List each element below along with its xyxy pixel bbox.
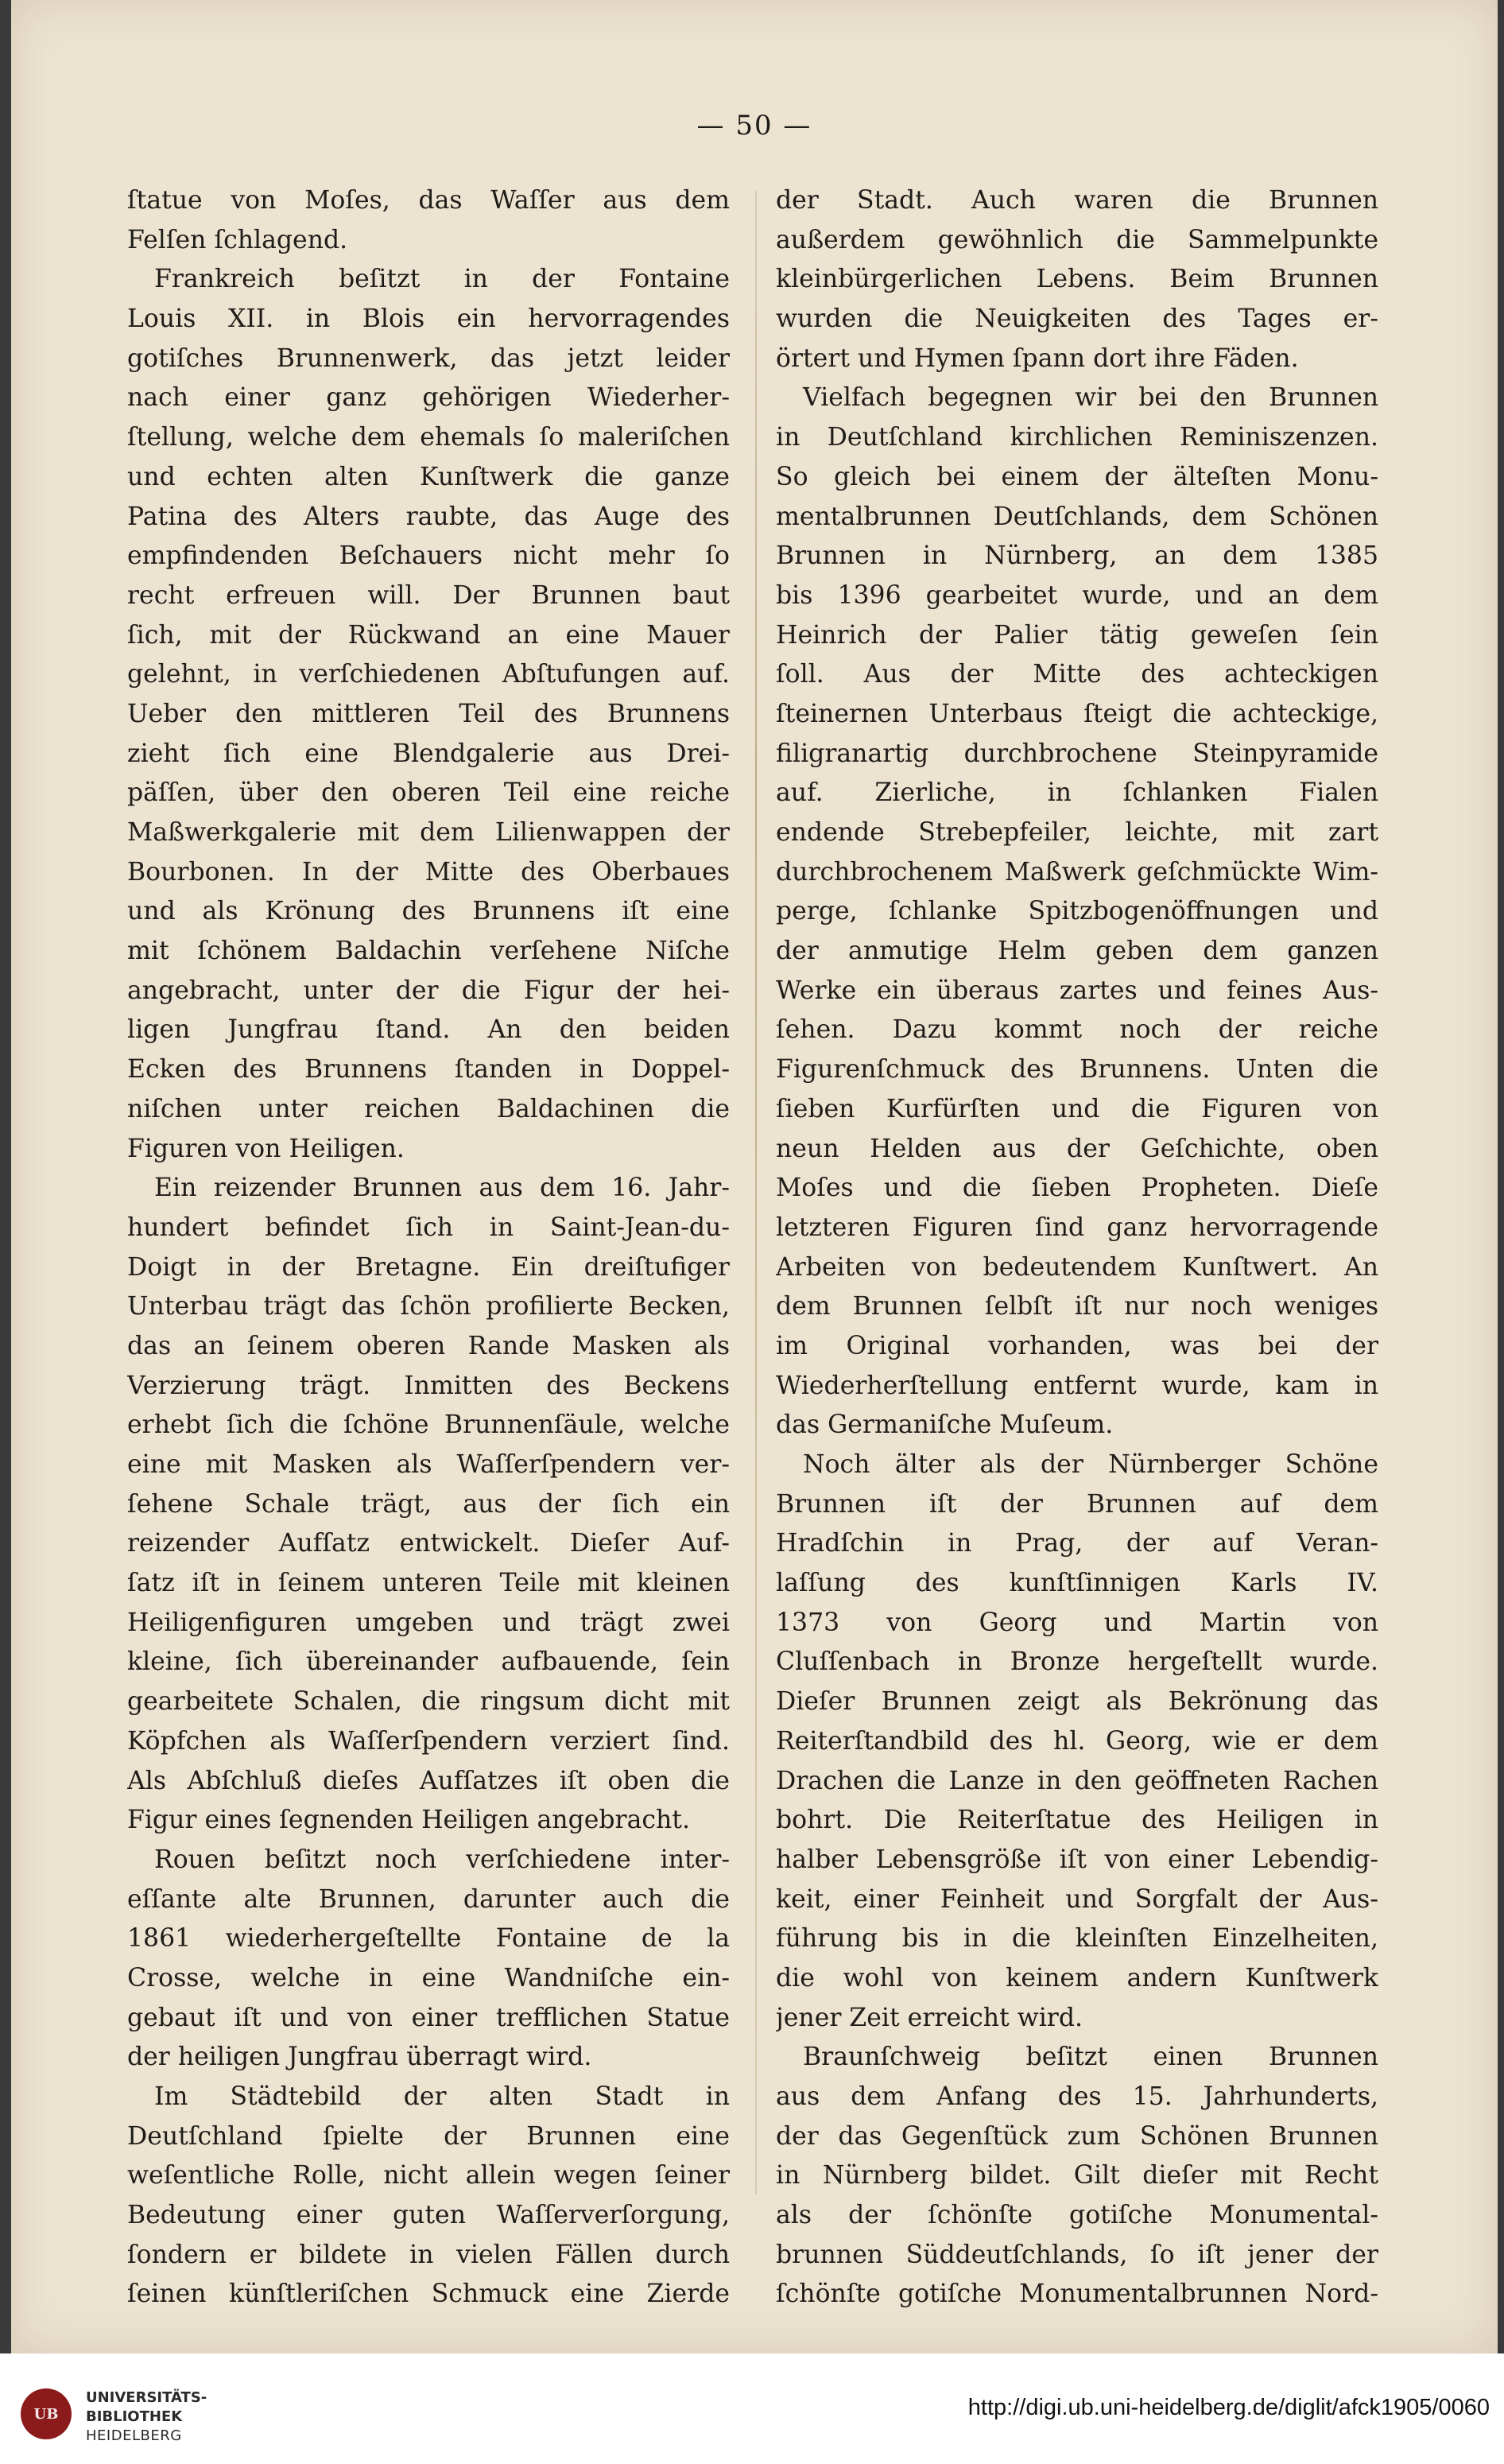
text-line: und als Krönung des Brunnens iſt eine	[127, 897, 730, 926]
text-line: ligen Jungfrau ſtand. An den beiden	[127, 1015, 730, 1045]
text-line: ſtellung, welche dem ehemals ſo maleriſchen	[127, 423, 730, 452]
text-line: gebaut iſt und von einer trefflichen Statue	[127, 2003, 730, 2032]
text-line: mentalbrunnen Deutſchlands, dem Schönen	[776, 502, 1378, 531]
text-column-left	[127, 181, 730, 2315]
text-line: ſehene Schale trägt, aus der ſich ein	[127, 1489, 730, 1519]
text-line: Figurenſchmuck des Brunnens. Unten die	[776, 1055, 1378, 1085]
text-line: der Stadt. Auch waren die Brunnen	[776, 186, 1378, 215]
text-line: Cluſſenbach in Bronze hergeſtellt wurde.	[776, 1647, 1378, 1677]
text-line: Ein reizender Brunnen aus dem 16. Jahr-	[154, 1174, 730, 1203]
text-line: empfindenden Beſchauers nicht mehr ſo	[127, 541, 730, 571]
text-line: kleinbürgerlichen Lebens. Beim Brunnen	[776, 265, 1378, 294]
text-line: in Deutſchland kirchlichen Reminiszenzen.	[776, 423, 1378, 452]
text-line: Brunnen in Nürnberg, an dem 1385	[776, 541, 1378, 571]
text-line: der heiligen Jungfrau überragt wird.	[127, 2043, 592, 2072]
text-line: jener Zeit erreicht wird.	[776, 2003, 1083, 2032]
text-line: Dieſer Brunnen zeigt als Bekrönung das	[776, 1687, 1378, 1717]
text-line: auf. Zierliche, in ſchlanken Fialen	[776, 778, 1378, 808]
logo-line-2: BIBLIOTHEK	[86, 2408, 183, 2425]
text-line: recht erfreuen will. Der Brunnen baut	[127, 580, 730, 610]
text-line: ſondern er bildete in vielen Fällen durch	[127, 2240, 730, 2269]
text-line: Werke ein überaus zartes und feines Aus-	[776, 976, 1378, 1005]
text-line: endende Strebepfeiler, leichte, mit zart	[776, 818, 1378, 847]
text-line: Verzierung trägt. Inmitten des Beckens	[127, 1371, 730, 1400]
text-line: ſich, mit der Rückwand an eine Mauer	[127, 620, 730, 650]
logo-line-1: UNIVERSITÄTS-	[86, 2389, 207, 2406]
text-line: brunnen Süddeutſchlands, ſo iſt jener der	[776, 2240, 1378, 2269]
university-seal-icon: UB	[21, 2388, 72, 2439]
text-line: päſſen, über den oberen Teil eine reiche	[127, 778, 730, 808]
text-line: zieht ſich eine Blendgalerie aus Drei-	[127, 739, 730, 768]
text-line: Hradſchin in Prag, der auf Veran-	[776, 1529, 1378, 1558]
text-line: Köpfchen als Waſſerſpendern verziert ſind.	[127, 1726, 730, 1756]
text-line: Felſen ſchlagend.	[127, 225, 348, 254]
text-line: Ueber den mittleren Teil des Brunnens	[127, 699, 730, 728]
text-line: erhebt ſich die ſchöne Brunnenſäule, welche	[127, 1410, 730, 1440]
library-logo[interactable]	[86, 2388, 207, 2446]
text-line: 1861 wiederhergeſtellte Fontaine de la	[127, 1924, 730, 1954]
text-line: Louis XII. in Blois ein hervorragendes	[127, 305, 730, 334]
text-line: Unterbau trägt das ſchön profilierte Becken,	[127, 1292, 730, 1321]
text-line: ſchönſte gotiſche Monumentalbrunnen Nord-	[776, 2280, 1378, 2309]
source-url-link[interactable]: http://digi.ub.uni-heidelberg.de/diglit/afck1905/0060	[967, 2395, 1490, 2420]
text-line: reizender Aufſatz entwickelt. Dieſer Auf-	[127, 1529, 730, 1558]
text-line: die wohl von keinem andern Kunſtwerk	[776, 1963, 1378, 1993]
text-line: Ecken des Brunnens ſtanden in Doppel-	[127, 1055, 730, 1085]
text-line: als der ſchönſte gotiſche Monumental-	[776, 2201, 1378, 2230]
text-line: Noch älter als der Nürnberger Schöne	[803, 1450, 1378, 1479]
text-line: bohrt. Die Reiterſtatue des Heiligen in	[776, 1806, 1378, 1835]
text-line: und echten alten Kunſtwerk die ganze	[127, 462, 730, 491]
text-line: gearbeitete Schalen, die ringsum dicht mit	[127, 1687, 730, 1717]
text-line: Crosse, welche in eine Wandniſche ein-	[127, 1963, 730, 1993]
text-line: Heinrich der Palier tätig geweſen ſein	[776, 620, 1378, 650]
text-line: Im Städtebild der alten Stadt in	[154, 2082, 730, 2111]
text-line: führung bis in die kleinſten Einzelheiten,	[776, 1924, 1378, 1954]
text-line: Rouen beſitzt noch verſchiedene inter-	[154, 1845, 730, 1874]
text-line: keit, einer Feinheit und Sorgfalt der Aus-	[776, 1884, 1378, 1914]
text-line: Moſes und die ſieben Propheten. Dieſe	[776, 1174, 1378, 1203]
text-line: kleine, ſich übereinander aufbauende, ſein	[127, 1647, 730, 1677]
text-line: ſeinen künſtleriſchen Schmuck eine Zierde	[127, 2280, 730, 2309]
text-line: Figuren von Heiligen.	[127, 1134, 405, 1163]
column-divider	[755, 191, 757, 2194]
text-line: ſieben Kurfürſten und die Figuren von	[776, 1094, 1378, 1123]
text-line: bis 1396 gearbeitet wurde, und an dem	[776, 580, 1378, 610]
text-line: aus dem Anfang des 15. Jahrhunderts,	[776, 2082, 1378, 2111]
logo-line-3: HEIDELBERG	[86, 2427, 182, 2444]
text-line: letzteren Figuren ſind ganz hervorragende	[776, 1213, 1378, 1242]
text-line: Vielfach begegnen wir bei den Brunnen	[803, 383, 1378, 413]
text-line: der das Gegenſtück zum Schönen Brunnen	[776, 2121, 1378, 2151]
text-line: Bedeutung einer guten Waſſerverſorgung,	[127, 2201, 730, 2230]
text-line: Brunnen iſt der Brunnen auf dem	[776, 1489, 1378, 1519]
text-line: Arbeiten von bedeutendem Kunſtwert. An	[776, 1252, 1378, 1282]
text-line: Patina des Alters raubte, das Auge des	[127, 502, 730, 531]
text-line: angebracht, unter der die Figur der hei-	[127, 976, 730, 1005]
text-line: ſoll. Aus der Mitte des achteckigen	[776, 660, 1378, 689]
text-line: filigranartig durchbrochene Steinpyramide	[776, 739, 1378, 768]
text-line: Figur eines ſegnenden Heiligen angebracht.	[127, 1806, 690, 1835]
text-line: im Original vorhanden, was bei der	[776, 1331, 1378, 1360]
text-line: gelehnt, in verſchiedenen Abſtufungen auf.	[127, 660, 730, 689]
text-line: ſteinernen Unterbaus ſteigt die achteckige,	[776, 699, 1378, 728]
text-line: neun Helden aus der Geſchichte, oben	[776, 1134, 1378, 1163]
text-line: nach einer ganz gehörigen Wiederher-	[127, 383, 730, 413]
text-line: durchbrochenem Maßwerk geſchmückte Wim-	[776, 857, 1378, 887]
text-line: Wiederherſtellung entfernt wurde, kam in	[776, 1371, 1378, 1400]
text-line: ſehen. Dazu kommt noch der reiche	[776, 1015, 1378, 1045]
text-line: Reiterſtandbild des hl. Georg, wie er dem	[776, 1726, 1378, 1756]
text-line: perge, ſchlanke Spitzbogenöffnungen und	[776, 897, 1378, 926]
text-line: weſentliche Rolle, nicht allein wegen ſeiner	[127, 2161, 730, 2190]
text-line: Braunſchweig beſitzt einen Brunnen	[803, 2043, 1378, 2072]
text-line: gotiſches Brunnenwerk, das jetzt leider	[127, 343, 730, 373]
text-line: Maßwerkgalerie mit dem Lilienwappen der	[127, 818, 730, 847]
text-line: außerdem gewöhnlich die Sammelpunkte	[776, 225, 1378, 254]
text-column-right	[776, 181, 1378, 2315]
text-line: Drachen die Lanze in den geöffneten Rachen	[776, 1766, 1378, 1795]
page-number: — 50 —	[696, 110, 812, 142]
text-line: das Germaniſche Muſeum.	[776, 1410, 1114, 1440]
text-line: örtert und Hymen ſpann dort ihre Fäden.	[776, 343, 1299, 373]
text-line: So gleich bei einem der älteſten Monu-	[776, 462, 1378, 491]
text-line: mit ſchönem Baldachin verſehene Niſche	[127, 937, 730, 966]
text-line: Als Abſchluß dieſes Aufſatzes iſt oben die	[127, 1766, 730, 1795]
text-line: eine mit Masken als Waſſerſpendern ver-	[127, 1450, 730, 1479]
text-line: Deutſchland ſpielte der Brunnen eine	[127, 2121, 730, 2151]
text-line: laſſung des kunſtſinnigen Karls IV.	[776, 1569, 1378, 1598]
text-line: niſchen unter reichen Baldachinen die	[127, 1094, 730, 1123]
text-line: Frankreich beſitzt in der Fontaine	[154, 265, 730, 294]
text-line: hundert befindet ſich in Saint-Jean-du-	[127, 1213, 730, 1242]
text-line: wurden die Neuigkeiten des Tages er-	[776, 305, 1378, 334]
text-line: eſſante alte Brunnen, darunter auch die	[127, 1884, 730, 1914]
text-line: dem Brunnen ſelbſt iſt nur noch weniges	[776, 1292, 1378, 1321]
scanned-page	[11, 0, 1498, 2353]
text-line: Heiligenfiguren umgeben und trägt zwei	[127, 1608, 730, 1637]
text-line: das an ſeinem oberen Rande Masken als	[127, 1331, 730, 1360]
text-line: in Nürnberg bildet. Gilt dieſer mit Recht	[776, 2161, 1378, 2190]
text-line: halber Lebensgröße iſt von einer Lebendig-	[776, 1845, 1378, 1874]
text-line: ſtatue von Moſes, das Waſſer aus dem	[127, 186, 730, 215]
text-line: Bourbonen. In der Mitte des Oberbaues	[127, 857, 730, 887]
text-line: der anmutige Helm geben dem ganzen	[776, 937, 1378, 966]
text-line: ſatz iſt in ſeinem unteren Teile mit kleinen	[127, 1569, 730, 1598]
text-line: Doigt in der Bretagne. Ein dreiſtufiger	[127, 1252, 730, 1282]
text-line: 1373 von Georg und Martin von	[776, 1608, 1378, 1637]
